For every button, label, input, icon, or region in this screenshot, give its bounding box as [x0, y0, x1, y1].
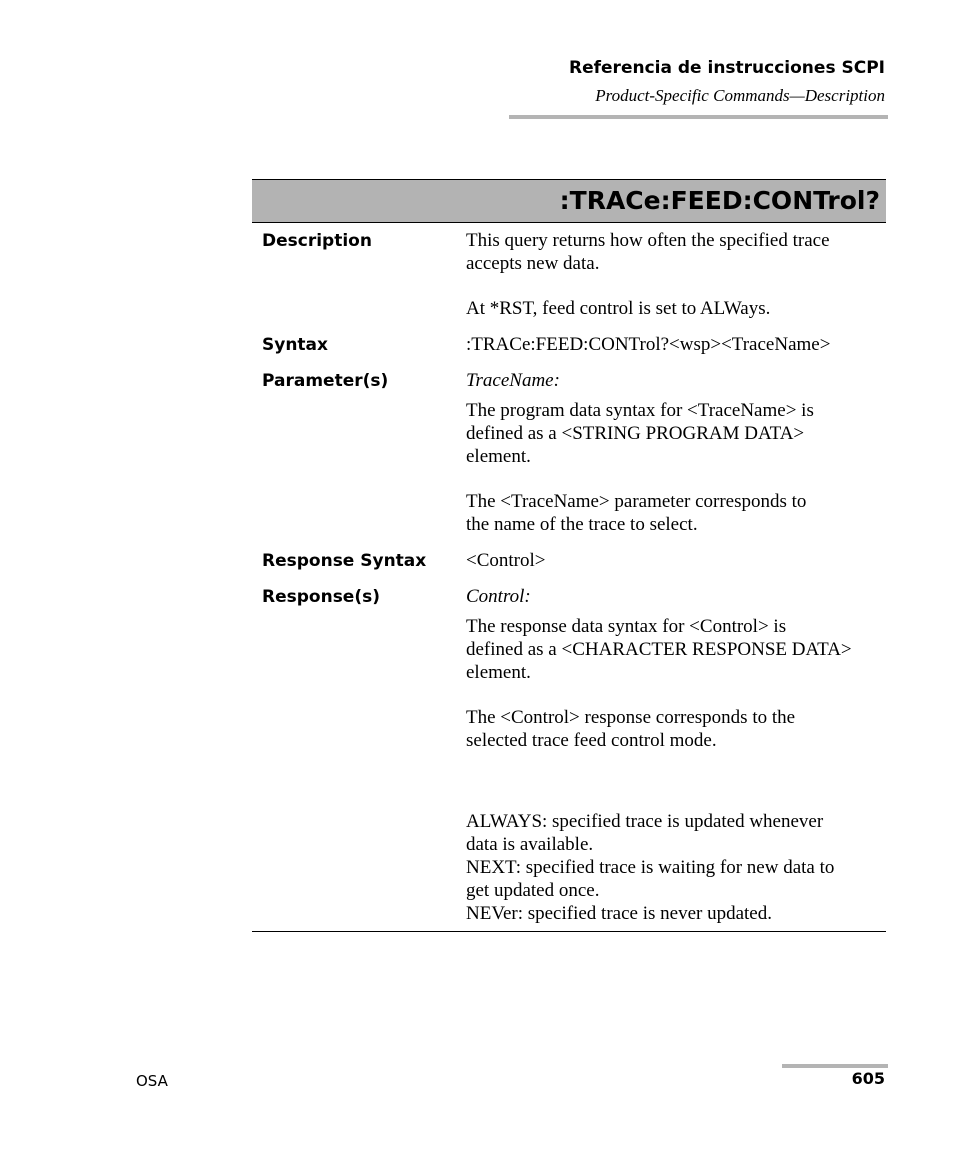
list-item: get updated once. [466, 880, 600, 901]
list-item: NEXT: specified trace is waiting for new data to [466, 857, 835, 878]
list-item: NEVer: specified trace is never updated. [466, 903, 772, 924]
response-description [466, 615, 886, 684]
parameter-line: defined as a <STRING PROGRAM DATA> [466, 423, 805, 444]
response-line: The response data syntax for <Control> is [466, 616, 787, 637]
parameter-line: The <TraceName> parameter corresponds to [466, 491, 807, 512]
running-head [569, 57, 885, 107]
chapter-title: Referencia de instrucciones SCPI [569, 58, 885, 78]
response-line: The <Control> response corresponds to the [466, 707, 796, 728]
parameter-description [466, 399, 886, 468]
header-rule [509, 115, 888, 119]
command-title: :TRACe:FEED:CONTrol? [559, 186, 880, 215]
response-line: element. [466, 662, 531, 683]
response-note [466, 706, 886, 752]
footer-rule [782, 1064, 888, 1068]
list-item: data is available. [466, 834, 594, 855]
responses-label: Response(s) [262, 587, 380, 607]
description-text [466, 229, 886, 275]
response-syntax-value: <Control> [466, 550, 546, 571]
parameter-note [466, 490, 886, 536]
parameter-line: the name of the trace to select. [466, 514, 698, 535]
parameters-label: Parameter(s) [262, 371, 389, 391]
description-label: Description [262, 231, 372, 251]
table-bottom-rule [252, 931, 886, 932]
description-line: accepts new data. [466, 253, 600, 274]
parameter-line: element. [466, 446, 531, 467]
response-line: defined as a <CHARACTER RESPONSE DATA> [466, 639, 852, 660]
response-syntax-label: Response Syntax [262, 551, 427, 571]
description-line: This query returns how often the specified trace [466, 230, 830, 251]
response-values-list [466, 810, 886, 925]
command-title-bar [252, 179, 886, 223]
response-line: selected trace feed control mode. [466, 730, 717, 751]
page-number: 605 [851, 1069, 885, 1088]
syntax-value: :TRACe:FEED:CONTrol?<wsp><TraceName> [466, 334, 831, 355]
list-item: ALWAYS: specified trace is updated whenever [466, 811, 824, 832]
description-rst-note: At *RST, feed control is set to ALWays. [466, 298, 771, 319]
parameter-name: TraceName: [466, 370, 560, 391]
parameter-line: The program data syntax for <TraceName> is [466, 400, 814, 421]
response-name: Control: [466, 586, 531, 607]
syntax-label: Syntax [262, 335, 328, 355]
section-subtitle: Product-Specific Commands—Description [595, 86, 885, 105]
footer-product-name: OSA [136, 1072, 168, 1090]
